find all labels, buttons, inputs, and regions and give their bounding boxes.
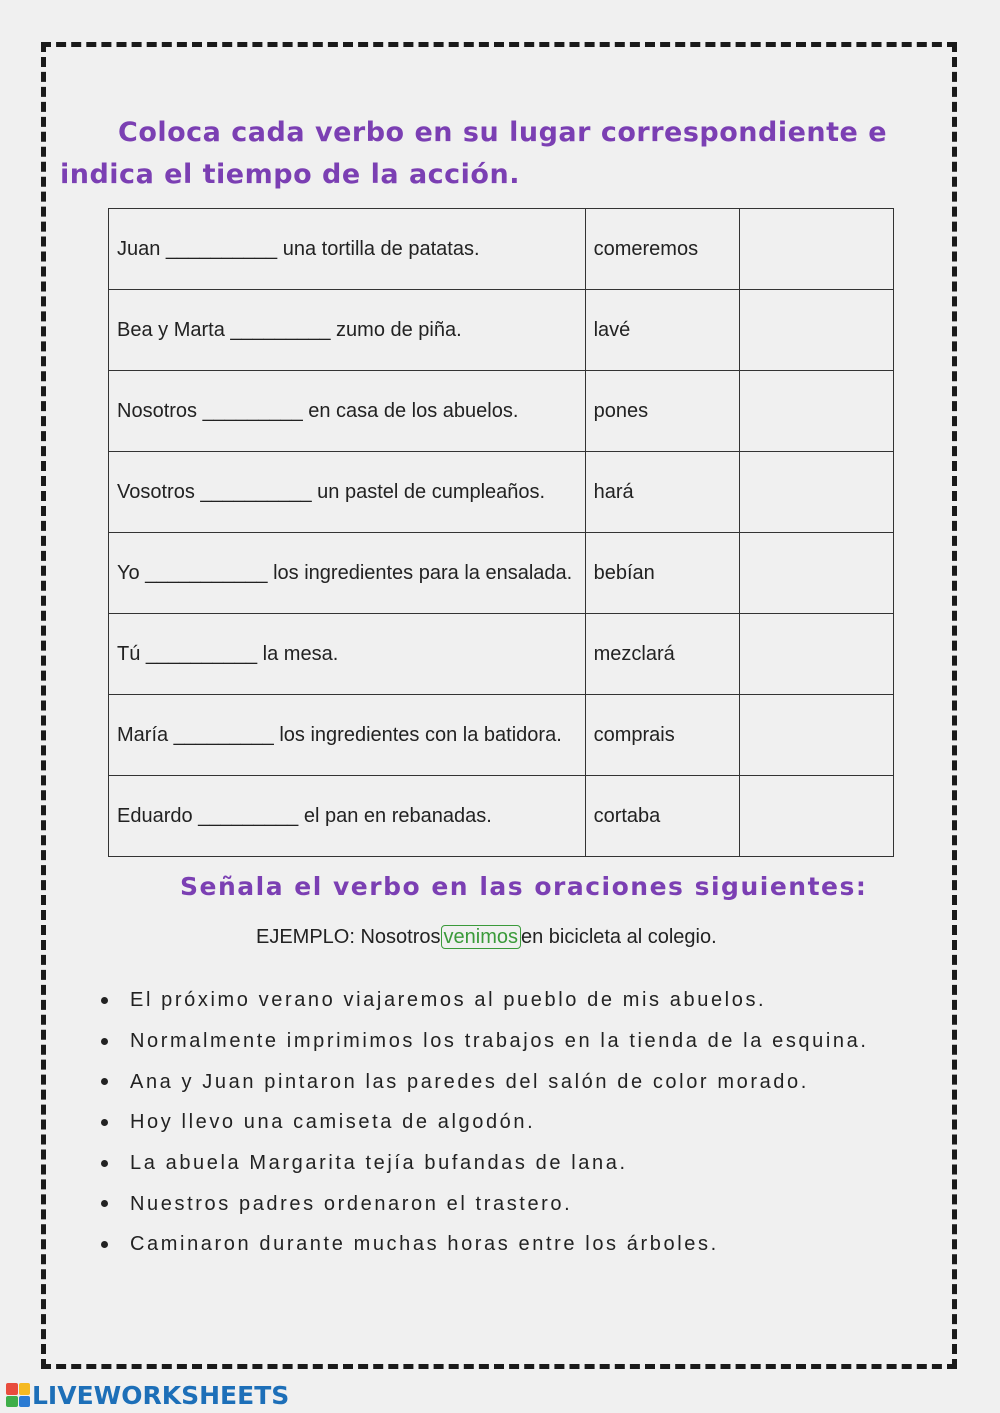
bullet-icon	[101, 997, 108, 1004]
sentence-text[interactable]: Normalmente imprimimos los trabajos en la tienda de la esquina.	[130, 1030, 869, 1053]
verb-cell[interactable]: mezclará	[585, 614, 739, 695]
list-item[interactable]	[100, 980, 869, 1021]
verb-cell[interactable]: comprais	[585, 695, 739, 776]
bullet-icon	[101, 1078, 108, 1085]
sentence-text[interactable]: La abuela Margarita tejía bufandas de lana.	[130, 1152, 628, 1175]
sentence-text[interactable]: Hoy llevo una camiseta de algodón.	[130, 1111, 536, 1134]
verb-cell[interactable]: hará	[585, 452, 739, 533]
verb-cell[interactable]: lavé	[585, 290, 739, 371]
bullet-icon	[101, 1119, 108, 1126]
brand-footer[interactable]	[6, 1381, 289, 1409]
tense-answer-cell[interactable]	[739, 209, 893, 290]
table-row	[109, 614, 894, 695]
sentence-cell: Nosotros _________ en casa de los abuelos.	[109, 371, 586, 452]
verb-cell[interactable]: comeremos	[585, 209, 739, 290]
liveworksheets-logo-icon	[6, 1383, 30, 1407]
tense-answer-cell[interactable]	[739, 776, 893, 857]
example-verb-highlight: venimos	[441, 925, 521, 949]
title-text: Coloca cada verbo en su lugar correspondiente e indica el tiempo de la acción.	[60, 117, 888, 190]
sentence-cell: Yo ___________ los ingredientes para la ensalada.	[109, 533, 586, 614]
tense-answer-cell[interactable]	[739, 290, 893, 371]
table-row	[109, 209, 894, 290]
sentence-text[interactable]: El próximo verano viajaremos al pueblo de mis abuelos.	[130, 989, 767, 1012]
table-row	[109, 533, 894, 614]
verb-cell[interactable]: pones	[585, 371, 739, 452]
table-row	[109, 452, 894, 533]
sentence-cell: Vosotros __________ un pastel de cumpleaños.	[109, 452, 586, 533]
tense-answer-cell[interactable]	[739, 533, 893, 614]
bullet-icon	[101, 1241, 108, 1248]
sentence-text[interactable]: Caminaron durante muchas horas entre los árboles.	[130, 1233, 719, 1256]
example-suffix: en bicicleta al colegio.	[521, 926, 717, 948]
verb-cell[interactable]: cortaba	[585, 776, 739, 857]
brand-name: LIVEWORKSHEETS	[32, 1380, 290, 1410]
sentence-text[interactable]: Ana y Juan pintaron las paredes del salón de color morado.	[130, 1070, 809, 1093]
page-title	[60, 112, 900, 196]
section-title: Señala el verbo en las oraciones siguientes:	[180, 872, 868, 901]
table-row	[109, 776, 894, 857]
list-item[interactable]	[100, 1183, 869, 1224]
example-sentence	[256, 926, 717, 949]
sentence-cell: María _________ los ingredientes con la batidora.	[109, 695, 586, 776]
list-item[interactable]	[100, 1143, 869, 1184]
sentence-cell: Bea y Marta _________ zumo de piña.	[109, 290, 586, 371]
verb-cell[interactable]: bebían	[585, 533, 739, 614]
bullet-icon	[101, 1160, 108, 1167]
sentence-list	[100, 980, 869, 1265]
example-prefix: EJEMPLO: Nosotros	[256, 926, 441, 948]
sentence-cell: Eduardo _________ el pan en rebanadas.	[109, 776, 586, 857]
sentence-cell: Tú __________ la mesa.	[109, 614, 586, 695]
sentence-cell: Juan __________ una tortilla de patatas.	[109, 209, 586, 290]
table-row	[109, 371, 894, 452]
table-row	[109, 290, 894, 371]
tense-answer-cell[interactable]	[739, 695, 893, 776]
tense-answer-cell[interactable]	[739, 371, 893, 452]
list-item[interactable]	[100, 1102, 869, 1143]
list-item[interactable]	[100, 1021, 869, 1062]
sentence-text[interactable]: Nuestros padres ordenaron el trastero.	[130, 1192, 573, 1215]
bullet-icon	[101, 1200, 108, 1207]
verb-table	[108, 208, 894, 857]
list-item[interactable]	[100, 1061, 869, 1102]
tense-answer-cell[interactable]	[739, 452, 893, 533]
table-row	[109, 695, 894, 776]
tense-answer-cell[interactable]	[739, 614, 893, 695]
bullet-icon	[101, 1038, 108, 1045]
list-item[interactable]	[100, 1224, 869, 1265]
